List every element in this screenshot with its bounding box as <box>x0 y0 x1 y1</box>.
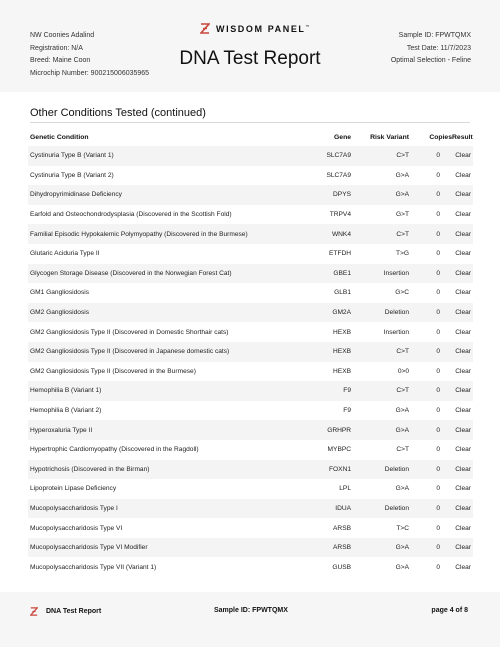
condition-cell: Cystinuria Type B (Variant 1) <box>30 152 114 160</box>
gene-cell: F9 <box>343 387 351 395</box>
result-cell: Clear <box>455 563 471 571</box>
result-cell: Clear <box>455 348 471 356</box>
table-row <box>28 342 473 362</box>
risk-variant-cell: G>T <box>395 211 409 219</box>
result-cell: Clear <box>455 211 471 219</box>
section-divider <box>30 122 470 123</box>
breed: Breed: Maine Coon <box>30 57 91 65</box>
condition-cell: Mucopolysaccharidosis Type I <box>30 504 118 512</box>
condition-cell: Hyperoxaluria Type II <box>30 426 93 434</box>
copies-cell: 0 <box>436 269 440 277</box>
condition-cell: Hemophilia B (Variant 1) <box>30 387 102 395</box>
selection-type: Optimal Selection - Feline <box>390 57 471 65</box>
condition-cell: Mucopolysaccharidosis Type VII (Variant 1) <box>30 563 157 571</box>
result-cell: Clear <box>455 289 471 297</box>
risk-variant-cell: G>C <box>395 289 409 297</box>
footer-title-group <box>30 607 101 616</box>
result-cell: Clear <box>455 426 471 434</box>
result-cell: Clear <box>455 544 471 552</box>
gene-cell: HEXB <box>333 328 351 336</box>
gene-cell: ARSB <box>333 524 351 532</box>
header-risk-variant: Risk Variant <box>370 133 409 141</box>
risk-variant-cell: Deletion <box>384 309 409 317</box>
risk-variant-cell: C>T <box>396 152 409 160</box>
gene-cell: TRPV4 <box>329 211 351 219</box>
risk-variant-cell: G>A <box>395 171 409 179</box>
result-cell: Clear <box>455 191 471 199</box>
footer-title: DNA Test Report <box>46 608 102 615</box>
gene-cell: FOXN1 <box>329 465 351 473</box>
table-row <box>28 479 473 499</box>
risk-variant-cell: C>T <box>396 446 409 454</box>
gene-cell: IDUA <box>335 504 351 512</box>
page-number: page 4 of 8 <box>431 607 468 614</box>
table-body <box>28 146 473 577</box>
copies-cell: 0 <box>436 289 440 297</box>
risk-variant-cell: G>A <box>395 426 409 434</box>
copies-cell: 0 <box>436 563 440 571</box>
result-cell: Clear <box>455 367 471 375</box>
table-row <box>28 322 473 342</box>
table-row <box>28 460 473 480</box>
result-cell: Clear <box>455 524 471 532</box>
condition-cell: Mucopolysaccharidosis Type VI Modifier <box>30 544 148 552</box>
copies-cell: 0 <box>436 367 440 375</box>
risk-variant-cell: T>C <box>396 524 409 532</box>
risk-variant-cell: Insertion <box>383 328 409 336</box>
copies-cell: 0 <box>436 250 440 258</box>
wisdom-panel-logo-icon <box>200 23 210 34</box>
table-row <box>28 185 473 205</box>
gene-cell: HEXB <box>333 367 351 375</box>
result-cell: Clear <box>455 465 471 473</box>
risk-variant-cell: G>A <box>395 485 409 493</box>
result-cell: Clear <box>455 328 471 336</box>
copies-cell: 0 <box>436 309 440 317</box>
result-cell: Clear <box>455 446 471 454</box>
condition-cell: Earfold and Osteochondrodysplasia (Discovered in the Scottish Fold) <box>30 211 232 219</box>
report-footer <box>0 592 500 647</box>
gene-cell: LPL <box>339 485 351 493</box>
table-row <box>28 166 473 186</box>
table-row <box>28 381 473 401</box>
condition-cell: GM1 Gangliosidosis <box>30 289 90 297</box>
copies-cell: 0 <box>436 426 440 434</box>
condition-cell: Cystinuria Type B (Variant 2) <box>30 171 114 179</box>
copies-cell: 0 <box>436 485 440 493</box>
section-title: Other Conditions Tested (continued) <box>30 107 206 119</box>
microchip-number: Microchip Number: 900215006035965 <box>30 69 150 77</box>
copies-cell: 0 <box>436 191 440 199</box>
condition-cell: Mucopolysaccharidosis Type VI <box>30 524 123 532</box>
copies-cell: 0 <box>436 348 440 356</box>
copies-cell: 0 <box>436 446 440 454</box>
header-condition: Genetic Condition <box>30 133 89 141</box>
condition-cell: Glutaric Aciduria Type II <box>30 250 100 258</box>
result-cell: Clear <box>455 485 471 493</box>
condition-cell: GM2 Gangliosidosis <box>30 309 90 317</box>
copies-cell: 0 <box>436 171 440 179</box>
copies-cell: 0 <box>436 544 440 552</box>
wisdom-panel-logo-icon <box>30 607 38 616</box>
condition-cell: GM2 Gangliosidosis Type II (Discovered in Japanese domestic cats) <box>30 348 230 356</box>
gene-cell: MYBPC <box>327 446 351 454</box>
copies-cell: 0 <box>436 211 440 219</box>
table-row <box>28 401 473 421</box>
gene-cell: GUSB <box>332 563 351 571</box>
gene-cell: GBE1 <box>333 269 351 277</box>
footer-sample-id: Sample ID: FPWTQMX <box>214 607 288 614</box>
document-title: DNA Test Report <box>179 48 321 69</box>
result-cell: Clear <box>455 309 471 317</box>
gene-cell: GLB1 <box>334 289 351 297</box>
pet-name: NW Coonies Adalind <box>30 32 95 39</box>
conditions-table <box>28 128 473 577</box>
condition-cell: Hypertrophic Cardiomyopathy (Discovered in the Ragdoll) <box>30 446 199 454</box>
risk-variant-cell: 0>0 <box>397 367 409 375</box>
risk-variant-cell: G>A <box>395 544 409 552</box>
condition-cell: GM2 Gangliosidosis Type II (Discovered in the Burmese) <box>30 367 196 375</box>
risk-variant-cell: Deletion <box>384 504 409 512</box>
result-cell: Clear <box>455 230 471 238</box>
condition-cell: Hypotrichosis (Discovered in the Birman) <box>30 465 150 473</box>
table-row <box>28 283 473 303</box>
copies-cell: 0 <box>436 465 440 473</box>
risk-variant-cell: C>T <box>396 230 409 238</box>
gene-cell: SLC7A9 <box>326 152 351 160</box>
result-cell: Clear <box>455 152 471 160</box>
result-cell: Clear <box>455 269 471 277</box>
condition-cell: GM2 Gangliosidosis Type II (Discovered in Domestic Shorthair cats) <box>30 328 229 336</box>
table-row <box>28 518 473 538</box>
gene-cell: F9 <box>343 407 351 415</box>
table-row <box>28 303 473 323</box>
table-row <box>28 420 473 440</box>
header-gene: Gene <box>334 133 351 141</box>
risk-variant-cell: C>T <box>396 387 409 395</box>
condition-cell: Hemophilia B (Variant 2) <box>30 407 102 415</box>
copies-cell: 0 <box>436 152 440 160</box>
gene-cell: GM2A <box>332 309 351 317</box>
table-row <box>28 557 473 577</box>
result-cell: Clear <box>455 250 471 258</box>
gene-cell: ARSB <box>333 544 351 552</box>
table-row <box>28 362 473 382</box>
copies-cell: 0 <box>436 328 440 336</box>
sample-id: Sample ID: FPWTQMX <box>398 32 471 39</box>
risk-variant-cell: G>A <box>395 191 409 199</box>
report-header <box>0 0 500 92</box>
table-row <box>28 440 473 460</box>
gene-cell: GRHPR <box>327 426 351 434</box>
table-row <box>28 538 473 558</box>
result-cell: Clear <box>455 387 471 395</box>
header-result: Result <box>452 133 473 141</box>
risk-variant-cell: T>G <box>395 250 409 258</box>
condition-cell: Dihydropyrimidinase Deficiency <box>30 191 122 199</box>
copies-cell: 0 <box>436 387 440 395</box>
gene-cell: HEXB <box>333 348 351 356</box>
result-cell: Clear <box>455 171 471 179</box>
table-row <box>28 205 473 225</box>
brand-logo <box>200 23 310 34</box>
gene-cell: DPYS <box>333 191 351 199</box>
condition-cell: Lipoprotein Lipase Deficiency <box>30 485 117 493</box>
table-row <box>28 224 473 244</box>
test-date: Test Date: 11/7/2023 <box>406 44 471 52</box>
header-copies: Copies <box>429 133 452 141</box>
risk-variant-cell: C>T <box>396 348 409 356</box>
table-header <box>28 128 473 146</box>
gene-cell: ETFDH <box>329 250 351 258</box>
table-row <box>28 264 473 284</box>
risk-variant-cell: Deletion <box>384 465 409 473</box>
sample-info <box>391 30 471 68</box>
copies-cell: 0 <box>436 407 440 415</box>
table-row <box>28 244 473 264</box>
brand-name: WISDOM PANEL™ <box>216 23 310 34</box>
copies-cell: 0 <box>436 524 440 532</box>
result-cell: Clear <box>455 504 471 512</box>
risk-variant-cell: G>A <box>395 563 409 571</box>
table-row <box>28 146 473 166</box>
condition-cell: Familial Episodic Hypokalemic Polymyopathy (Discovered in the Burmese) <box>30 230 248 238</box>
risk-variant-cell: G>A <box>395 407 409 415</box>
gene-cell: SLC7A9 <box>326 171 351 179</box>
condition-cell: Glycogen Storage Disease (Discovered in the Norwegian Forest Cat) <box>30 269 232 277</box>
gene-cell: WNK4 <box>331 230 351 238</box>
table-row <box>28 499 473 519</box>
risk-variant-cell: Insertion <box>383 269 409 277</box>
copies-cell: 0 <box>436 504 440 512</box>
copies-cell: 0 <box>436 230 440 238</box>
result-cell: Clear <box>455 407 471 415</box>
registration: Registration: N/A <box>30 44 83 52</box>
